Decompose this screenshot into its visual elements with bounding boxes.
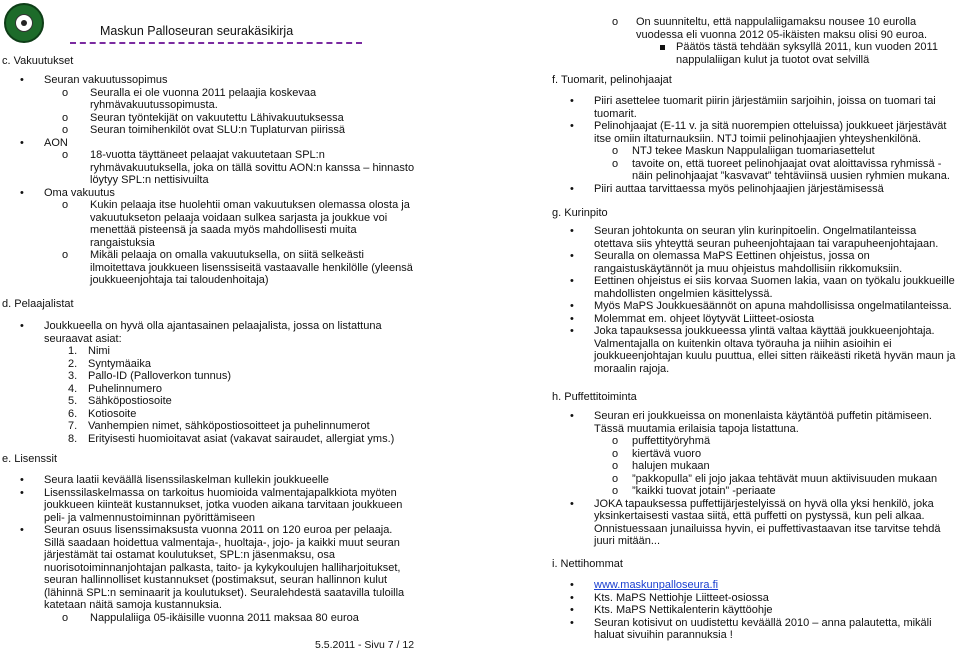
list-subitem: o puffettityöryhmä <box>612 435 711 447</box>
header-divider <box>70 42 362 44</box>
page-header-title: Maskun Palloseuran seurakäsikirja <box>100 24 294 38</box>
list-subitem: 8. Erityisesti huomioitavat asiat (vakavat sairaudet, allergiat yms.) <box>68 432 395 445</box>
list-subsubitem: Päätös tästä tehdään syksyllä 2011, kun vuoden 2011 nappulaliigan kulut ja tuotot ovat selvillä <box>656 41 954 66</box>
section-c-heading: c. Vakuutukset <box>2 55 74 67</box>
list-item: • Kts. MaPS Nettikalenterin käyttöohje <box>566 604 958 617</box>
list-item: • Seuran osuus lisenssimaksusta vuonna 2011 on 120 euroa per pelaaja. Sillä saadaan hoidettua valmentaja-, huoltaja-, jojo- ja kaikki muut seuran järjestämät tai ostamat koulutukset, SPL:n jäsenmaksu, osa nuorisotoiminnanjohtajan palkasta, taito- ja kykykoulujen halliharjoitukset, seuran hallinnolliset kustannukset (postimaksut, seuran hallinnon kulut (lähinnä SPL:n seminaarit ja koulutukset). Seuralehdestä saatavilla tuloilla katetaan näitä samoja kustannuksia. <box>16 524 416 612</box>
list-subitem: o Seuran toimihenkilöt ovat SLU:n Tuplaturvan piirissä <box>62 124 345 136</box>
section-g-body <box>566 225 958 375</box>
list-item: • Eettinen ohjeistus ei siis korvaa Suomen lakia, vaan on työkalu joukkueille mahdollisten ongelmien käsittelyssä. <box>566 275 958 300</box>
section-i-body <box>566 579 958 642</box>
list-item: • Lisenssilaskelmassa on tarkoitus huomioida valmentajapalkkiota myöten joukkueen kiinteät kustannukset, jotka vuoden aikana tarvitaan joukkueen peli- ja valmennustoiminnan pyörittämiseen <box>16 487 416 525</box>
list-item: • AON <box>16 137 416 150</box>
page-footer: 5.5.2011 - Sivu 7 / 12 <box>315 639 415 651</box>
list-subitem: o Nappulaliiga 05-ikäisille vuonna 2011 maksaa 80 euroa <box>62 611 359 624</box>
section-d-body <box>16 320 396 445</box>
list-subitem: 4. Puhelinnumero <box>68 382 162 395</box>
list-item: • Oma vakuutus <box>16 187 416 200</box>
list-subitem: o ”kaikki tuovat jotain” -periaate <box>612 485 776 497</box>
section-f-heading: f. Tuomarit, pelinohjaajat <box>552 74 672 86</box>
list-item: • Piiri asettelee tuomarit piirin järjestämiin sarjoihin, joissa on tuomari tai tuomarit. <box>566 95 958 120</box>
section-h-heading: h. Puffettitoiminta <box>552 391 637 403</box>
list-subitem: o Seuralla ei ole vuonna 2011 pelaajia koskevaa ryhmävakuutussopimusta. <box>62 86 317 111</box>
list-item: • Seuran kotisivut on uudistettu keväällä 2010 – anna palautetta, mikäli haluat sivuihin parannuksia ! <box>566 617 958 642</box>
list-subitem: 5. Sähköpostiosoite <box>68 395 172 407</box>
section-f-body <box>566 95 958 195</box>
list-subitem: 2. Syntymäaika <box>68 357 151 370</box>
list-subitem: o Kukin pelaaja itse huolehtii oman vakuutuksen olemassa olosta ja vakuutukseton pelaaja voidaan sulkea sarjasta ja joukkue voi menettää pisteensä ja saada myös mahdollisesti muita rangaistuksia <box>62 199 410 249</box>
list-item: • Seura laatii keväällä lisenssilaskelman kullekin joukkueelle <box>16 474 416 487</box>
list-subitem: o On suunniteltu, että nappulaliigamaksu nousee 10 eurolla vuodessa eli vuonna 2012 05-ikäisten maksu olisi 90 euroa. <box>612 16 928 41</box>
list-subitem: 1. Nimi <box>68 345 110 357</box>
list-item: • Seuran vakuutussopimus <box>16 74 416 87</box>
list-subitem: o Seuran työntekijät on vakuutettu Lähivakuutuksessa <box>62 111 344 124</box>
list-item: • Myös MaPS Joukkuesäännöt on apuna mahdollisissa ongelmatilanteissa. <box>566 300 958 313</box>
list-subitem: o Mikäli pelaaja on omalla vakuutuksella, on siitä selkeästi ilmoitettava joukkueen lisenssiseitä vastaavalle henkilölle (yleensä joukkueenjohtaja tai taloudenhoitaja) <box>62 249 413 286</box>
list-subitem: 3. Pallo-ID (Palloverkon tunnus) <box>68 370 232 382</box>
list-item: • Pelinohjaajat (E-11 v. ja sitä nuorempien otteluissa) joukkueet järjestävät itse omiin iltaturnauksiin. NTJ toimii pelinohjaajien yhteyshenkilönä. <box>566 120 958 145</box>
list-subitem: o kiertävä vuoro <box>612 447 702 460</box>
list-item: • Joukkueella on hyvä olla ajantasainen pelaajalista, jossa on listattuna seuraavat asiat: <box>16 320 396 345</box>
list-item: • Seuralla on olemassa MaPS Eettinen ohjeistus, jossa on rangaistuskäytännöt ja muu ohjeistus mahdollisiin rikkomuksiin. <box>566 250 958 275</box>
list-item: • Seuran eri joukkueissa on monenlaista käytäntöä puffetin pitämiseen. Tässä muutamia erilaisia tapoja listattuna. <box>566 410 958 435</box>
section-i-heading: i. Nettihommat <box>552 558 623 570</box>
section-e-body <box>16 474 416 624</box>
section-e-heading: e. Lisenssit <box>2 453 58 465</box>
list-subitem: o NTJ tekee Maskun Nappulaliigan tuomariasettelut <box>612 145 875 157</box>
football-icon <box>15 14 33 32</box>
list-item: • Joka tapauksessa joukkueessa ylintä valtaa käyttää joukkueenjohtaja. Valmentajalla on kuitenkin oltava työrauha ja niihin asioihin ei joukkueenjohtajan kuulu puuttua, ellei sitten räikeästi riketä hyvän maun ja moraalin rajoja. <box>566 325 958 375</box>
list-item: • Kts. MaPS Nettiohje Liitteet-osiossa <box>566 592 958 605</box>
website-link[interactable]: www.maskunpalloseura.fi <box>594 579 719 591</box>
list-subitem: 7. Vanhempien nimet, sähköpostiosoitteet ja puhelinnumerot <box>68 420 370 432</box>
list-subitem: o ”pakkopulla” eli jojo jakaa tehtävät muun aktiivisuuden mukaan <box>612 472 938 485</box>
list-subitem: 6. Kotiosoite <box>68 407 137 420</box>
list-item: • Piiri auttaa tarvittaessa myös pelinohjaajien järjestämisessä <box>566 183 958 196</box>
section-h-body <box>566 410 958 548</box>
list-subitem: o tavoite on, että tuoreet pelinohjaajat ovat aloittavissa ryhmissä - näin pelinohjaajat ”kasvavat” tehtäviinsä uusien ryhmien mukana. <box>612 157 950 182</box>
list-item: • JOKA tapauksessa puffettijärjestelyissä on hyvä olla yksi henkilö, joka yksinkertaisesti vastaa siitä, että puffetti on pystyssä, kun peli alkaa. Onnistuessaan junailuissa hyvin, ei puffettivastaavan itse tarvitse tehdä juuri mitään... <box>566 498 958 548</box>
list-item <box>566 579 958 592</box>
club-logo <box>4 3 44 43</box>
section-e-continued <box>566 16 954 66</box>
list-item: • Seuran johtokunta on seuran ylin kurinpitoelin. Ongelmatilanteissa otettava siis yhteyttä seuran puheenjohtajaan tai varapuheenjohtajaan. <box>566 225 958 250</box>
player-fields-list <box>16 345 396 445</box>
list-subitem: o 18-vuotta täyttäneet pelaajat vakuutetaan SPL:n ryhmävakuutuksella, joka on tällä sovittu AON:n kanssa – hinnasto löytyy SPL:n nettisivuilta <box>62 149 415 186</box>
list-item: • Molemmat em. ohjeet löytyvät Liitteet-osiosta <box>566 313 958 326</box>
section-c-body <box>16 74 416 287</box>
list-subitem: o halujen mukaan <box>612 460 710 472</box>
section-d-heading: d. Pelaajalistat <box>2 298 74 310</box>
section-g-heading: g. Kurinpito <box>552 207 608 219</box>
